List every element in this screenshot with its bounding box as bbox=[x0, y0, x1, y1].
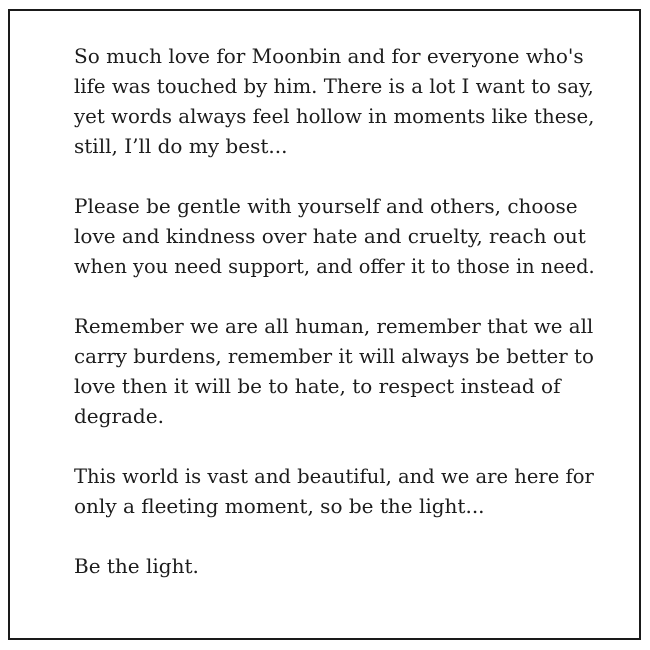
text-line: degrade. bbox=[74, 404, 164, 428]
text-line: only a fleeting moment, so be the light... bbox=[74, 494, 485, 518]
paragraph-3 bbox=[74, 311, 594, 431]
text-line: still, I’ll do my best... bbox=[74, 134, 288, 158]
paragraph-2 bbox=[74, 191, 594, 281]
text-line: This world is vast and beautiful, and we are here for bbox=[74, 464, 594, 488]
text-line: yet words always feel hollow in moments like these, bbox=[74, 104, 595, 128]
text-line: So much love for Moonbin and for everyone who's bbox=[74, 44, 584, 68]
text-line: Remember we are all human, remember that we all bbox=[74, 314, 594, 338]
note-text bbox=[74, 41, 594, 611]
text-line: love and kindness over hate and cruelty, reach out bbox=[74, 224, 586, 248]
text-line: Be the light. bbox=[74, 554, 199, 578]
text-line: life was touched by him. There is a lot I want to say, bbox=[74, 74, 594, 98]
paragraph-4 bbox=[74, 461, 594, 521]
note-frame bbox=[8, 9, 641, 640]
paragraph-1 bbox=[74, 41, 594, 161]
text-line: Please be gentle with yourself and others, choose bbox=[74, 194, 578, 218]
text-line: carry burdens, remember it will always be better to bbox=[74, 344, 594, 368]
text-line: when you need support, and offer it to those in need. bbox=[74, 254, 595, 278]
text-line: love then it will be to hate, to respect instead of bbox=[74, 374, 561, 398]
paragraph-5 bbox=[74, 551, 594, 581]
